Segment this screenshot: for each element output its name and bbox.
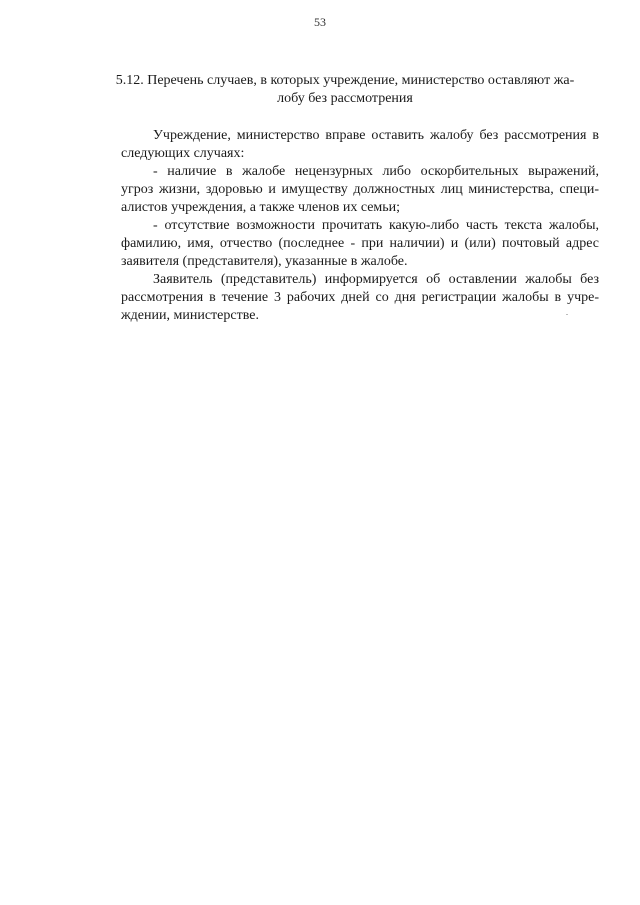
body-line: ждении, министерстве.	[121, 308, 259, 323]
body-line: - отсутствие возможности прочитать какую-либо часть текста жалобы,	[153, 218, 599, 233]
body-line: рассмотрения в течение 3 рабочих дней со дня регистрации жалобы в учре-	[121, 290, 599, 305]
body-line: следующих случаях:	[121, 146, 245, 161]
body-line: фамилию, имя, отчество (последнее - при наличии) и (или) почтовый адрес	[121, 236, 599, 251]
section-heading-line: лобу без рассмотрения	[277, 91, 413, 106]
body-line: Учреждение, министерство вправе оставить жалобу без рассмотрения в	[153, 128, 599, 143]
body-line: заявителя (представителя), указанные в жалобе.	[121, 254, 408, 269]
scan-artifact	[566, 314, 568, 315]
body-line: - наличие в жалобе нецензурных либо оскорбительных выражений,	[153, 164, 599, 179]
body-line: угроз жизни, здоровью и имуществу должностных лиц министерства, специ-	[121, 182, 599, 197]
section-body	[121, 127, 599, 325]
body-line: алистов учреждения, а также членов их семьи;	[121, 200, 401, 215]
page-number: 53	[314, 15, 326, 29]
body-line: Заявитель (представитель) информируется об оставлении жалобы без	[153, 272, 599, 287]
section-heading	[90, 72, 600, 108]
section-heading-line: 5.12. Перечень случаев, в которых учреждение, министерство оставляют жа-	[115, 73, 575, 88]
